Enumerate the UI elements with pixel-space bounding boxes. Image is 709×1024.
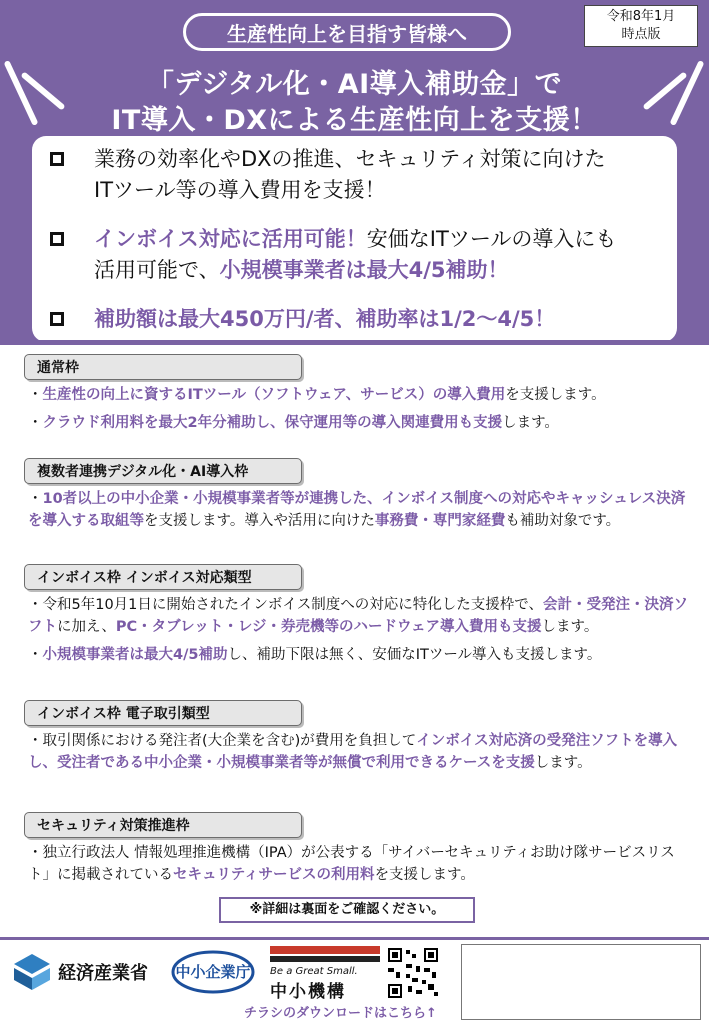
main-title-line1: 「デジタル化・AI導入補助金」で — [146, 69, 563, 100]
multi-collab-expenses: 事務費・専門家経費 — [374, 513, 506, 529]
detail-note-box: ※詳細は裏面をご確認ください。 — [219, 897, 475, 923]
smrj-red-bar — [270, 946, 380, 954]
sme-agency-logo-icon — [168, 946, 258, 996]
section-multi-collab: 複数者連携デジタル化・AI導入枠 ・10者以上の中小企業・小規模事業者等が連携した、インボイス制度への対応やキャッシュレス決済を導入する取組等を支援します。導入や活用に向けた事務費・専門家経費も補助対象です。 — [24, 458, 694, 538]
checkbox-square-icon — [50, 232, 64, 246]
audience-pill: 生産性向上を目指す皆様へ — [183, 13, 511, 51]
sme-agency-name: 中小企業庁 — [175, 963, 251, 981]
normal-cloud-fee: クラウド利用料を最大2年分補助し、保守運用等の導入関連費用も支援 — [42, 415, 503, 431]
download-link-text[interactable]: チラシのダウンロードはこちら↑ — [244, 1006, 437, 1021]
highlight-2-invoice: インボイス対応に活用可能！ — [94, 227, 367, 251]
multi-collab-target: 10者以上の中小企業・小規模事業者等が連携した、インボイス制度への対応やキャッシュレス決済を導入する取組等 — [28, 491, 686, 529]
highlight-bullet-3 — [50, 304, 555, 335]
section-e-transaction: インボイス枠 電子取引類型 ・取引関係における発注者(大企業を含む)が費用を負担してインボイス対応済の受発注ソフトを導入し、受注者である中小企業・小規模事業者等が無償で利用できるケースを支援します。 — [24, 700, 694, 780]
highlight-1-line2: ITツール等の導入費用を支援！ — [94, 178, 386, 202]
meti-logo — [12, 952, 148, 992]
qr-code-icon[interactable] — [386, 946, 440, 1000]
header-banner — [0, 0, 709, 345]
footer — [0, 940, 709, 1024]
highlight-3-amount: 補助額は最大450万円/者、補助率は1/2～4/5！ — [94, 307, 556, 331]
highlight-bullet-1 — [50, 144, 605, 206]
checkbox-square-icon — [50, 152, 64, 166]
highlight-bullet-2 — [50, 224, 616, 286]
empty-stamp-box — [461, 944, 701, 1020]
section-divider — [32, 340, 677, 342]
section-title-multi-collab: 複数者連携デジタル化・AI導入枠 — [24, 458, 302, 484]
highlight-1-line1: 業務の効率化やDXの推進、セキュリティ対策に向けた — [94, 147, 606, 171]
section-title-invoice-type: インボイス枠 インボイス対応類型 — [24, 564, 302, 590]
main-title-line2: IT導入・DXによる生産性向上を支援！ — [111, 105, 598, 136]
version-date-line2: 時点版 — [621, 27, 661, 42]
version-date-line1: 令和8年1月 — [606, 9, 676, 24]
meti-name: 経済産業省 — [58, 963, 148, 984]
normal-tool-cost: 生産性の向上に資するITツール（ソフトウェア、サービス）の導入費用 — [42, 387, 506, 403]
smrj-name: 中小機構 — [270, 982, 346, 1002]
section-invoice-type: インボイス枠 インボイス対応類型 ・令和5年10月1日に開始されたインボイス制度への対応に特化した支援枠で、会計・受発注・決済ソフトに加え、PC・タブレット・レジ・券売機等のハードウェア導入費用も支援します。 ・小規模事業者は最大4/5補助し、補助下限は無く、安価なITツール導入も支援します。 — [24, 564, 694, 672]
section-normal: 通常枠 ・生産性の向上に資するITツール（ソフトウェア、サービス）の導入費用を支援します。 ・クラウド利用料を最大2年分補助し、保守運用等の導入関連費用も支援します。 — [24, 354, 694, 440]
smrj-logo — [270, 946, 380, 1002]
highlight-2-usable: 活用可能で、 — [94, 258, 220, 282]
section-security: セキュリティ対策推進枠 ・独立行政法人 情報処理推進機構（IPA）が公表する「サイバーセキュリティお助け隊サービスリスト」に掲載されているセキュリティサービスの利用料を支援します。 — [24, 812, 694, 892]
section-title-normal: 通常枠 — [24, 354, 302, 380]
smrj-black-bar — [270, 956, 380, 962]
highlights-card — [32, 136, 677, 342]
highlight-2-cheap: 安価なITツールの導入にも — [366, 227, 617, 251]
checkbox-square-icon — [50, 312, 64, 326]
section-title-e-transaction: インボイス枠 電子取引類型 — [24, 700, 302, 726]
smrj-slogan: Be a Great Small. — [270, 966, 358, 977]
version-date-box — [584, 5, 698, 47]
section-title-security: セキュリティ対策推進枠 — [24, 812, 302, 838]
highlight-2-small-biz: 小規模事業者は最大4/5補助！ — [219, 258, 509, 282]
meti-emblem-icon — [12, 952, 52, 992]
